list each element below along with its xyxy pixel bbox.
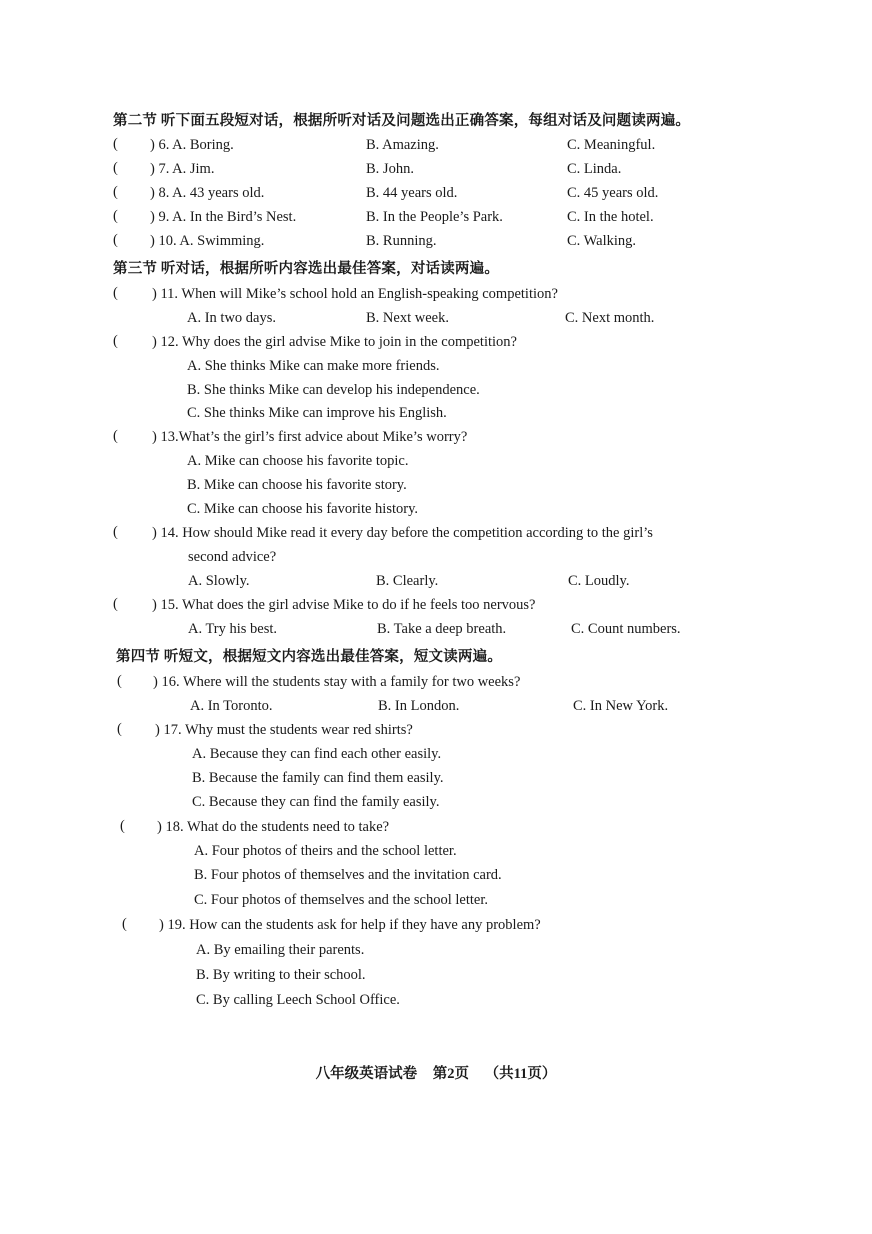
q14-stem: ) 14. How should Mike read it every day before the competition according to the girl’s	[152, 525, 653, 541]
answer-paren: (	[113, 136, 118, 152]
q6-option-b: B. Amazing.	[366, 137, 439, 153]
q19-stem: ) 19. How can the students ask for help if they have any problem?	[159, 917, 541, 933]
q19-option-c: C. By calling Leech School Office.	[196, 992, 400, 1008]
q16-option-a: A. In Toronto.	[190, 698, 273, 714]
answer-paren: (	[120, 818, 125, 834]
footer-total-pages: （共11页）	[484, 1066, 557, 1082]
q13-option-a: A. Mike can choose his favorite topic.	[187, 453, 409, 469]
q16-stem: ) 16. Where will the students stay with a family for two weeks?	[153, 674, 521, 690]
q17-stem: ) 17. Why must the students wear red shirts?	[155, 722, 413, 738]
q19-option-b: B. By writing to their school.	[196, 967, 366, 983]
q11-option-b: B. Next week.	[366, 310, 449, 326]
q13-stem: ) 13.What’s the girl’s first advice about Mike’s worry?	[152, 429, 468, 445]
q16-option-c: C. In New York.	[573, 698, 669, 714]
q9-option-b: B. In the People’s Park.	[366, 209, 503, 225]
q10-option-c: C. Walking.	[567, 233, 637, 249]
q18-option-a: A. Four photos of theirs and the school letter.	[194, 843, 457, 859]
q12-option-b: B. She thinks Mike can develop his independence.	[187, 382, 480, 398]
answer-paren: (	[117, 721, 122, 737]
q11-stem: ) 11. When will Mike’s school hold an English-speaking competition?	[152, 286, 558, 302]
q18-option-c: C. Four photos of themselves and the school letter.	[194, 892, 488, 908]
q16-option-b: B. In London.	[378, 698, 460, 714]
footer-page-number: 第2页	[432, 1066, 470, 1082]
q15-stem: ) 15. What does the girl advise Mike to do if he feels too nervous?	[152, 597, 536, 613]
q9-stem: ) 9. A. In the Bird’s Nest.	[150, 209, 297, 225]
q10-stem: ) 10. A. Swimming.	[150, 233, 265, 249]
footer-exam-title: 八年级英语试卷	[315, 1066, 418, 1082]
q14-option-a: A. Slowly.	[188, 573, 250, 589]
section3-header: 第三节 听对话，根据所听内容选出最佳答案，对话读两遍。	[113, 261, 500, 277]
answer-paren: (	[113, 184, 118, 200]
q8-option-b: B. 44 years old.	[366, 185, 458, 201]
q11-option-a: A. In two days.	[187, 310, 277, 326]
answer-paren: (	[113, 160, 118, 176]
q14-option-b: B. Clearly.	[376, 573, 439, 589]
answer-paren: (	[113, 208, 118, 224]
q10-option-b: B. Running.	[366, 233, 437, 249]
q17-option-c: C. Because they can find the family easily.	[192, 794, 440, 810]
section2-header: 第二节 听下面五段短对话，根据所听对话及问题选出正确答案，每组对话及问题读两遍。	[113, 113, 691, 129]
q12-option-a: A. She thinks Mike can make more friends.	[187, 358, 440, 374]
answer-paren: (	[113, 333, 118, 349]
section4-header: 第四节 听短文，根据短文内容选出最佳答案，短文读两遍。	[116, 649, 503, 665]
q12-option-c: C. She thinks Mike can improve his English.	[187, 405, 447, 421]
q7-option-c: C. Linda.	[567, 161, 622, 177]
q18-option-b: B. Four photos of themselves and the invitation card.	[194, 867, 502, 883]
q8-option-c: C. 45 years old.	[567, 185, 659, 201]
q17-option-b: B. Because the family can find them easily.	[192, 770, 444, 786]
q13-option-b: B. Mike can choose his favorite story.	[187, 477, 407, 493]
q18-stem: ) 18. What do the students need to take?	[157, 819, 390, 835]
answer-paren: (	[113, 428, 118, 444]
answer-paren: (	[113, 232, 118, 248]
q14-option-c: C. Loudly.	[568, 573, 630, 589]
q15-option-a: A. Try his best.	[188, 621, 278, 637]
answer-paren: (	[117, 673, 122, 689]
q8-stem: ) 8. A. 43 years old.	[150, 185, 265, 201]
q12-stem: ) 12. Why does the girl advise Mike to join in the competition?	[152, 334, 517, 350]
answer-paren: (	[113, 524, 118, 540]
answer-paren: (	[122, 916, 127, 932]
q14-stem-continued: second advice?	[188, 549, 277, 565]
page-footer	[0, 1062, 872, 1083]
q19-option-a: A. By emailing their parents.	[196, 942, 365, 958]
answer-paren: (	[113, 596, 118, 612]
q9-option-c: C. In the hotel.	[567, 209, 654, 225]
q7-stem: ) 7. A. Jim.	[150, 161, 215, 177]
q13-option-c: C. Mike can choose his favorite history.	[187, 501, 419, 517]
q6-option-c: C. Meaningful.	[567, 137, 656, 153]
q15-option-c: C. Count numbers.	[571, 621, 681, 637]
q15-option-b: B. Take a deep breath.	[377, 621, 507, 637]
q7-option-b: B. John.	[366, 161, 414, 177]
q11-option-c: C. Next month.	[565, 310, 655, 326]
answer-paren: (	[113, 285, 118, 301]
q6-stem: ) 6. A. Boring.	[150, 137, 234, 153]
q17-option-a: A. Because they can find each other easily.	[192, 746, 442, 762]
